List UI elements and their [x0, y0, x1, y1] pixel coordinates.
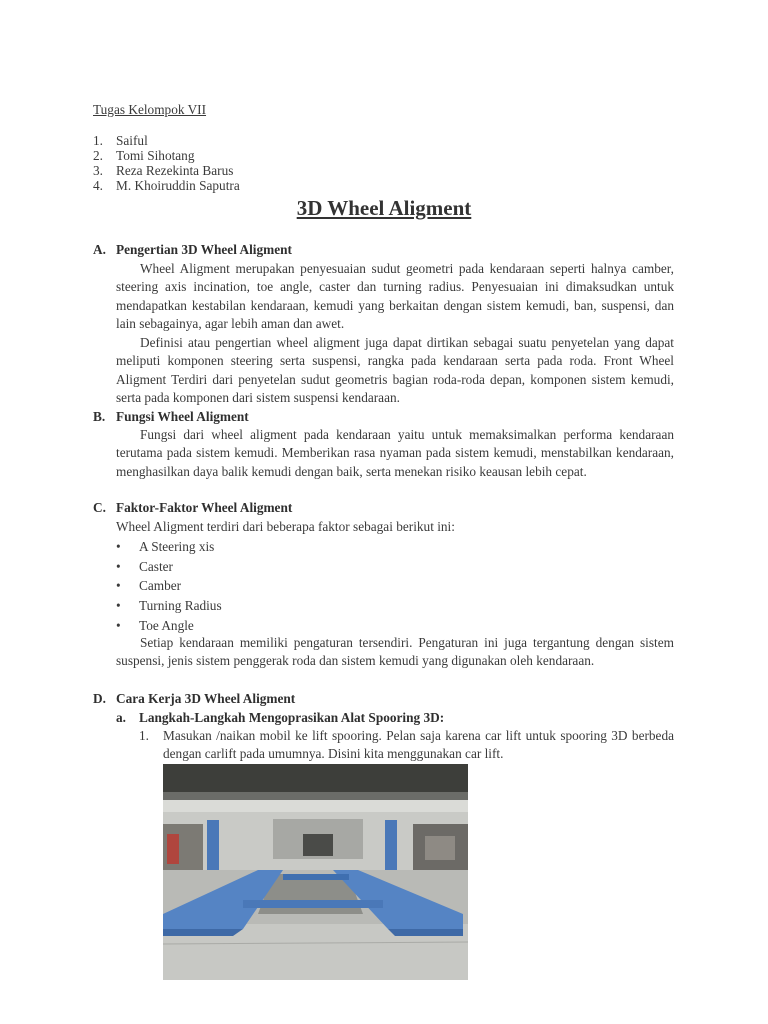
section-heading-b: Fungsi Wheel Aligment — [116, 409, 249, 424]
list-item: Turning Radius — [139, 598, 222, 613]
member-number: 3. — [93, 163, 103, 178]
bullet-icon: • — [116, 598, 121, 613]
list-item: A Steering xis — [139, 539, 215, 554]
list-item: Caster — [139, 559, 173, 574]
car-lift-illustration — [163, 764, 468, 980]
subsection-letter: a. — [116, 710, 126, 725]
member-number: 2. — [93, 148, 103, 163]
step-number: 1. — [139, 728, 149, 743]
member-number: 4. — [93, 178, 103, 193]
section-heading-a: Pengertian 3D Wheel Aligment — [116, 242, 292, 257]
paragraph: Definisi atau pengertian wheel aligment juga dapat dirtikan sebagai suatu penyetelan yang dapat meliputi komponen steering serta suspensi, rangka pada kendaraan serta pada roda. Front Wheel Aligment Terdiri dari penyetelan sudut geometris bagian roda-roda depan, komponen sistem kemudi, serta pada komponen dari sistem suspensi kendaraan. — [116, 335, 674, 405]
section-letter-d: D. — [93, 691, 106, 706]
paragraph: Fungsi dari wheel aligment pada kendaraan yaitu untuk memaksimalkan performa kendaraan terutama pada sistem kemudi. Memberikan rasa nyaman pada sistem kemudi, menstabilkan kendaraan, menghasilkan daya balik kemudi dengan baik, serta menekan risiko keausan lebih cepat. — [116, 427, 674, 479]
section-heading-d: Cara Kerja 3D Wheel Aligment — [116, 691, 296, 706]
member-name: M. Khoiruddin Saputra — [116, 178, 240, 193]
section-letter-a: A. — [93, 242, 106, 257]
step-text: Masukan /naikan mobil ke lift spooring. Pelan saja karena car lift untuk spooring 3D berbeda dengan carlift pada umumnya. Disini kita menggunakan car lift. — [163, 728, 674, 762]
paragraph: Wheel Aligment merupakan penyesuaian sudut geometri pada kendaraan seperti halnya camber, steering axis incination, toe angle, caster dan turning radius. Penyesuaian ini dimaksudkan untuk mendapatkan kestabilan kendaraan, kemudi yang berkaitan dengan sistem kemudi, ban, suspensi, dan lain sebagainya, agar lebih aman dan awet. — [116, 261, 674, 331]
subsection-heading: Langkah-Langkah Mengoprasikan Alat Spooring 3D: — [139, 710, 445, 725]
section-heading-c: Faktor-Faktor Wheel Aligment — [116, 500, 293, 515]
list-item: Toe Angle — [139, 618, 194, 633]
page-title: 3D Wheel Aligment — [296, 196, 472, 220]
bullet-icon: • — [116, 578, 121, 593]
group-title: Tugas Kelompok VII — [93, 102, 207, 117]
paragraph: Setiap kendaraan memiliki pengaturan tersendiri. Pengaturan ini juga tergantung dengan sistem suspensi, jenis sistem penggerak roda dan sistem kemudi yang digunakan oleh kendaraan. — [116, 635, 674, 669]
bullet-icon: • — [116, 559, 121, 574]
bullet-icon: • — [116, 618, 121, 633]
car-lift-photo — [163, 764, 468, 980]
section-letter-b: B. — [93, 409, 106, 424]
member-name: Tomi Sihotang — [116, 148, 195, 163]
section-letter-c: C. — [93, 500, 106, 515]
section-intro: Wheel Aligment terdiri dari beberapa faktor sebagai berikut ini: — [116, 519, 455, 534]
member-number: 1. — [93, 133, 103, 148]
list-item: Camber — [139, 578, 182, 593]
member-name: Saiful — [116, 133, 148, 148]
bullet-icon: • — [116, 539, 121, 554]
member-name: Reza Rezekinta Barus — [116, 163, 234, 178]
